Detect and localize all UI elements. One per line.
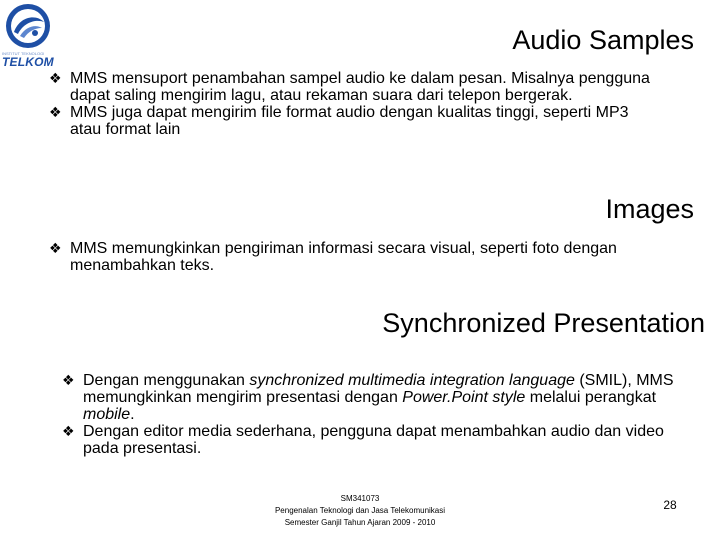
telkom-emblem-icon <box>2 2 54 50</box>
bullet-list-synchronized-presentation <box>62 372 703 457</box>
footer-course-code: SM341073 <box>340 494 380 503</box>
bullet-list-images <box>49 240 700 274</box>
bullet-list-audio-samples <box>49 70 660 138</box>
telkom-logo <box>2 2 54 70</box>
bullet-text: melalui perangkat <box>525 389 657 406</box>
four-diamond-bullet-icon: ❖ <box>49 104 62 120</box>
bullet-text: . <box>130 406 135 423</box>
bullet-text: (SMIL), MMS memungkinkan mengirim presentasi dengan <box>83 372 674 406</box>
bullet-item <box>62 423 703 457</box>
bullet-item <box>49 104 660 138</box>
bullet-text: MMS juga dapat mengirim file format audio dengan kualitas tinggi, seperti MP3 atau format lain <box>70 104 629 138</box>
section-heading-synchronized-presentation: Synchronized Presentation <box>382 308 705 338</box>
bullet-text-italic: synchronized multimedia integration language <box>249 372 575 389</box>
four-diamond-bullet-icon: ❖ <box>49 70 62 86</box>
bullet-text: MMS mensuport penambahan sampel audio ke dalam pesan. Misalnya pengguna dapat saling mengirim lagu, atau rekaman suara dari telepon bergerak. <box>70 70 650 104</box>
logo-caption: INSTITUT TEKNOLOGI <box>2 51 45 56</box>
logo-wordmark: TELKOM <box>2 55 54 69</box>
four-diamond-bullet-icon: ❖ <box>62 372 75 388</box>
section-heading-audio-samples: Audio Samples <box>512 25 694 55</box>
four-diamond-bullet-icon: ❖ <box>49 240 62 256</box>
bullet-item <box>49 70 660 104</box>
page-number: 28 <box>663 498 677 512</box>
footer-semester: Semester Ganjil Tahun Ajaran 2009 - 2010 <box>284 518 436 527</box>
footer-course-name: Pengenalan Teknologi dan Jasa Telekomunikasi <box>274 506 446 515</box>
section-heading-images: Images <box>605 194 694 224</box>
bullet-text-italic: mobile <box>83 406 131 423</box>
bullet-item <box>62 372 703 423</box>
bullet-text: MMS memungkinkan pengiriman informasi secara visual, seperti foto dengan menambahkan teks. <box>70 240 617 274</box>
bullet-text: Dengan editor media sederhana, pengguna dapat menambahkan audio dan video pada presentasi. <box>83 423 664 457</box>
bullet-text: Dengan menggunakan <box>83 372 250 389</box>
slide-footer <box>240 493 480 529</box>
bullet-item <box>49 240 700 274</box>
four-diamond-bullet-icon: ❖ <box>62 423 75 439</box>
bullet-text-italic: Power.Point style <box>402 389 526 406</box>
